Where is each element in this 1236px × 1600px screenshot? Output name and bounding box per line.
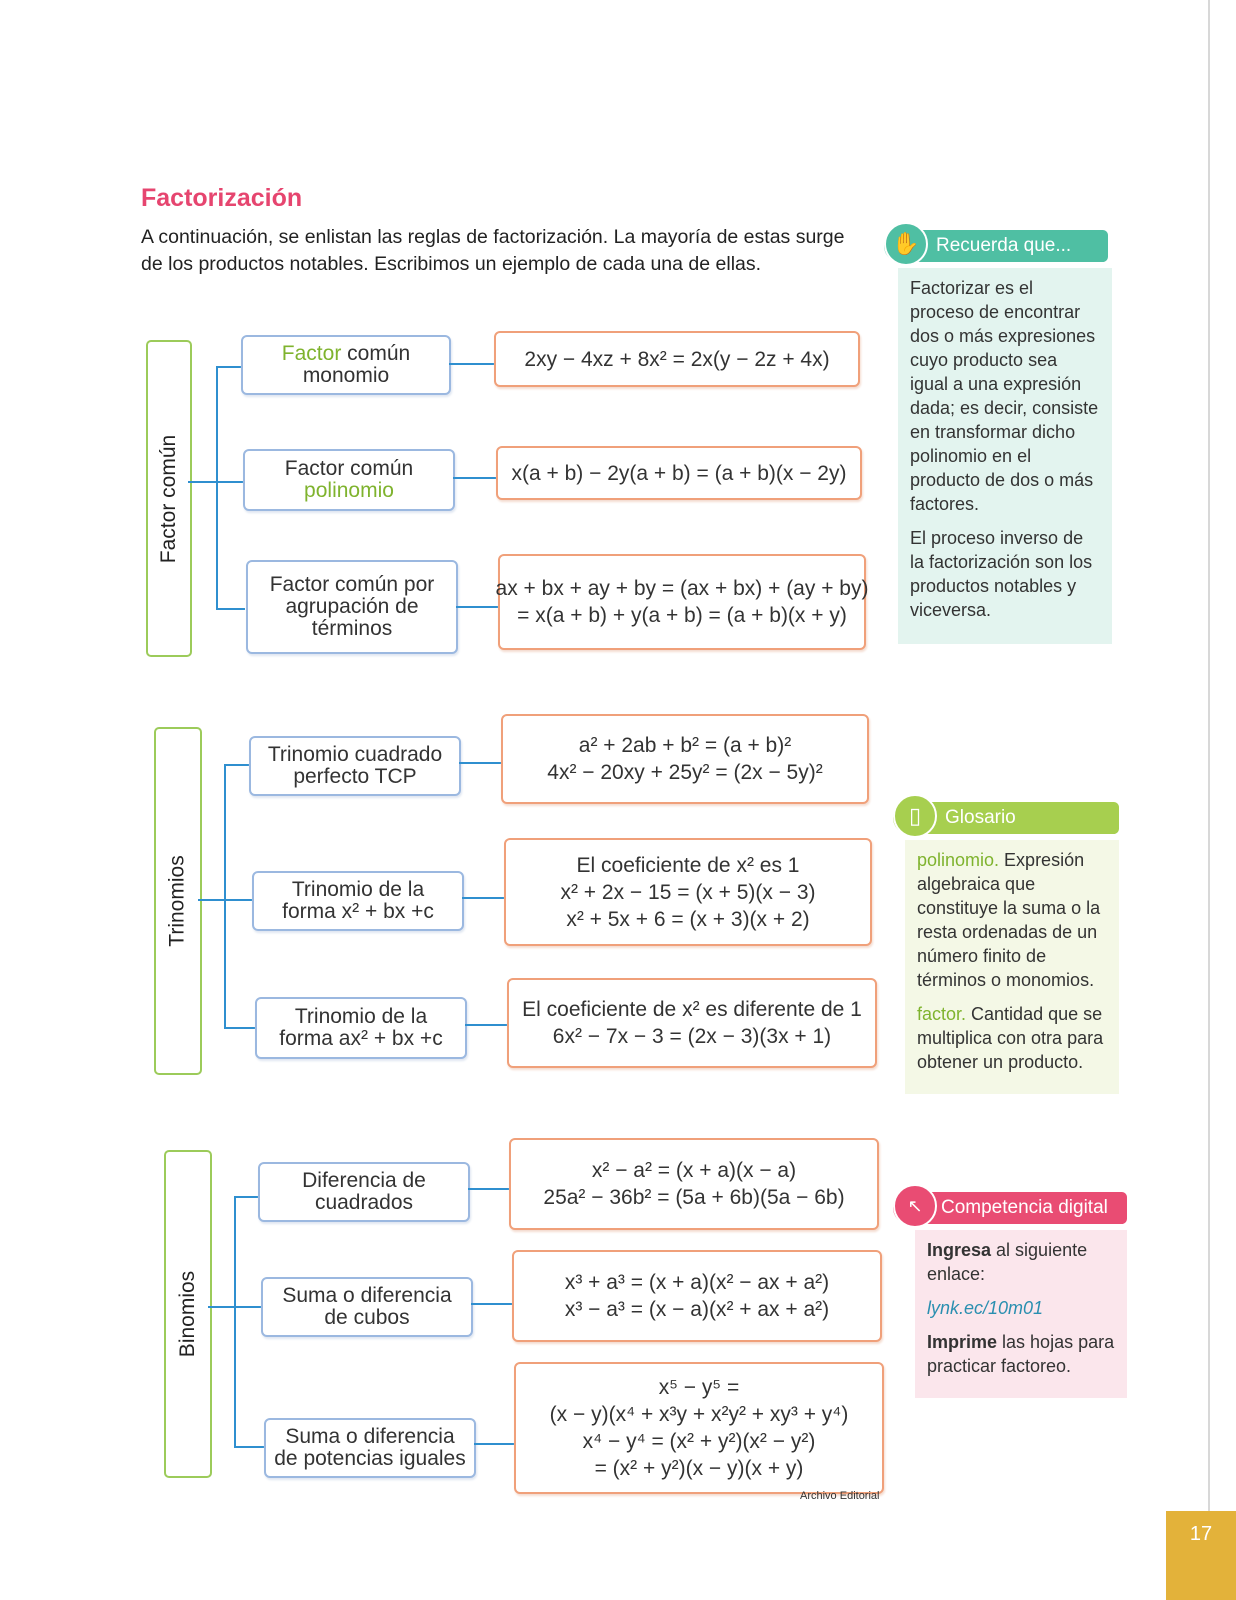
glosario-term-factor: factor.	[917, 1004, 967, 1024]
hand-icon: ✋	[884, 222, 928, 266]
connector	[208, 1306, 236, 1308]
example-diferencia-de-cuadrados: x² − a² = (x + a)(x − a) 25a² − 36b² = (5a + 6b)(5a − 6b)	[509, 1138, 879, 1230]
group-label-binomios: Binomios	[164, 1150, 212, 1478]
rule-trinomio-cuadrado-perfecto: Trinomio cuadrado perfecto TCP	[249, 736, 461, 796]
group-label-trinomios: Trinomios	[154, 727, 202, 1075]
intro-text: A continuación, se enlistan las reglas de factorización. La mayoría de estas surge de los productos notables. Escribimos un ejemplo de cada una de ellas.	[141, 226, 845, 275]
connector	[468, 1188, 509, 1190]
example-trinomio-forma-x2-bx-c: El coeficiente de x² es 1 x² + 2x − 15 = (x + 5)(x − 3) x² + 5x + 6 = (x + 3)(x + 2)	[504, 838, 872, 946]
rule-suma-diferencia-potencias-iguales: Suma o diferencia de potencias iguales	[264, 1418, 476, 1478]
connector	[453, 477, 496, 479]
connector	[471, 1303, 512, 1305]
example-factor-comun-polinomio: x(a + b) − 2y(a + b) = (a + b)(x − 2y)	[496, 446, 862, 500]
glosario-box	[893, 802, 1119, 1094]
competencia-title: Competencia digital	[941, 1197, 1108, 1218]
page-number: 17	[1166, 1511, 1236, 1600]
connector	[449, 363, 494, 365]
example-agrupacion-de-terminos: ax + bx + ay + by = (ax + bx) + (ay + by) = x(a + b) + y(a + b) = (a + b)(x + y)	[498, 554, 866, 650]
recuerda-paragraph-2: El proceso inverso de la factorización son los productos notables y viceversa.	[910, 528, 1093, 620]
connector	[216, 366, 218, 610]
competencia-link[interactable]: lynk.ec/10m01	[927, 1298, 1044, 1318]
connector	[456, 606, 498, 608]
book-icon: ▯	[893, 794, 937, 838]
example-trinomio-forma-ax2-bx-c: El coeficiente de x² es diferente de 1 6x² − 7x − 3 = (2x − 3)(3x + 1)	[507, 978, 877, 1068]
example-factor-comun-monomio: 2xy − 4xz + 8x² = 2x(y − 2z + 4x)	[494, 331, 860, 387]
connector	[198, 899, 226, 901]
recuerda-title: Recuerda que...	[936, 235, 1072, 256]
image-credit: Archivo Editorial	[800, 1490, 880, 1502]
connector	[224, 899, 252, 901]
connector	[234, 1196, 236, 1448]
rule-factor-comun-monomio: Factor común monomio	[241, 335, 451, 395]
connector	[216, 366, 241, 368]
competencia-box	[893, 1192, 1127, 1398]
example-suma-diferencia-potencias-iguales: x⁵ − y⁵ = (x − y)(x⁴ + x³y + x²y² + xy³ + y⁴) x⁴ − y⁴ = (x² + y²)(x² − y²) = (x² + y²)(x − y)(x + y)	[514, 1362, 884, 1494]
glosario-title: Glosario	[945, 807, 1016, 828]
rule-factor-comun-polinomio: Factor común polinomio	[243, 449, 455, 511]
connector	[188, 481, 218, 483]
connector	[462, 897, 504, 899]
connector	[234, 1446, 264, 1448]
connector	[216, 481, 243, 483]
rule-agrupacion-de-terminos: Factor común por agrupación de términos	[246, 560, 458, 654]
recuerda-body	[898, 268, 1112, 644]
page-edge	[1208, 0, 1210, 1600]
page-title: Factorización	[141, 184, 303, 212]
example-suma-diferencia-de-cubos: x³ + a³ = (x + a)(x² − ax + a²) x³ − a³ = (x − a)(x² + ax + a²)	[512, 1250, 882, 1342]
competencia-body: Ingresa al siguiente enlace: lynk.ec/10m01 Imprime las hojas para practicar factoreo.	[915, 1230, 1127, 1398]
group-label-factor-comun: Factor común	[146, 340, 192, 657]
rule-suma-diferencia-de-cubos: Suma o diferencia de cubos	[261, 1277, 473, 1337]
connector	[234, 1306, 261, 1308]
glosario-term-polinomio: polinomio.	[917, 850, 1000, 870]
connector	[224, 764, 226, 1029]
connector	[474, 1443, 514, 1445]
rule-trinomio-forma-ax2-bx-c: Trinomio de la forma ax² + bx +c	[255, 997, 467, 1059]
glosario-entry-polinomio: polinomio. Expresión algebraica que constituye la suma o la resta ordenadas de un número finito de términos o monomios.	[917, 850, 1101, 990]
cursor-icon: ↖	[893, 1184, 937, 1228]
recuerda-box	[884, 230, 1112, 644]
glosario-body	[905, 840, 1119, 1094]
connector	[234, 1196, 258, 1198]
example-trinomio-cuadrado-perfecto: a² + 2ab + b² = (a + b)² 4x² − 20xy + 25y² = (2x − 5y)²	[501, 714, 869, 804]
rule-diferencia-de-cuadrados: Diferencia de cuadrados	[258, 1162, 470, 1222]
glosario-entry-factor: factor. Cantidad que se multiplica con otra para obtener un producto.	[917, 1004, 1104, 1072]
connector	[216, 608, 245, 610]
connector	[459, 762, 501, 764]
connector	[465, 1024, 507, 1026]
connector	[224, 764, 249, 766]
recuerda-paragraph-1: Factorizar es el proceso de encontrar dos o más expresiones cuyo producto sea igual a una expresión dada; es decir, consiste en transformar dicho polinomio en el producto de dos o más factores.	[910, 278, 1099, 514]
connector	[224, 1027, 255, 1029]
rule-trinomio-forma-x2-bx-c: Trinomio de la forma x² + bx +c	[252, 871, 464, 931]
